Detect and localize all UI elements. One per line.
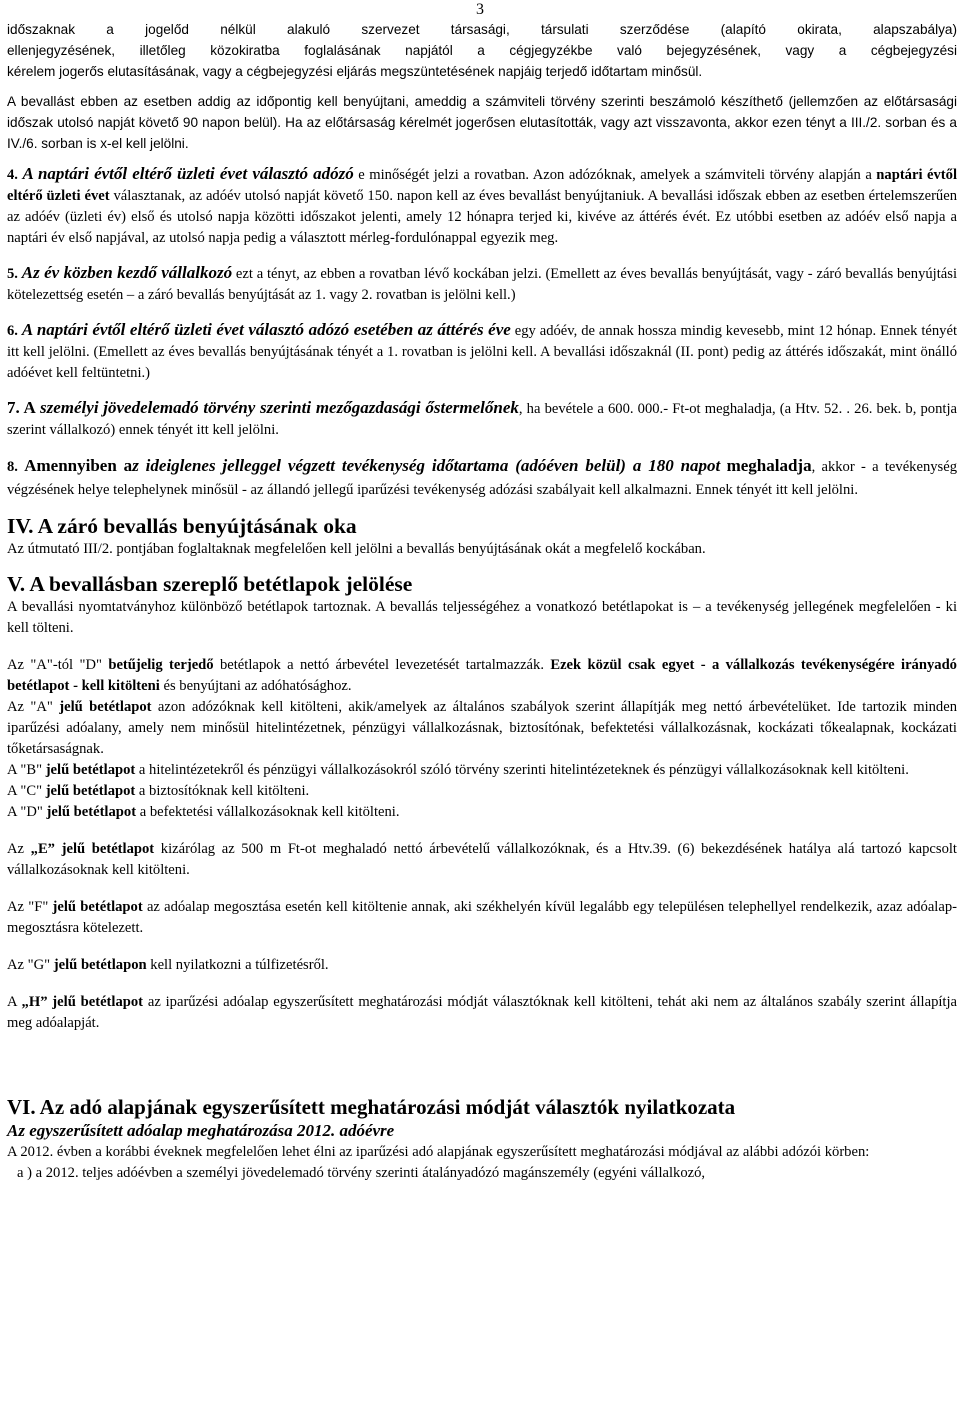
heading-vi-block [7,1094,957,1184]
sheet-e-text-1: Az [7,841,31,857]
sheets-a-d-bold-2: Ezek közül csak egyet - a vállalkozás tevékenységére irányadó betétlapot - kell kitölteni [7,657,957,694]
sheet-e-bold: „E” jelű betétlapot [30,841,155,857]
heading-vi-item-a: a ) a 2012. teljes adóévben a személyi jövedelemadó törvény szerinti átalányadózó magánszemély (egyéni vállalkozó, [17,1165,706,1181]
sheet-c-text-1: A "C" [7,783,46,799]
section-5-text: ezt a tényt, az ebben a rovatban lévő kockában jelzi. (Emellett az éves bevallás benyújtását, vagy - záró bevallás benyújtási kötelezettség esetén – a záró bevallás benyújtását az 1. vagy 2. rovatban is jelölni kell.) [7,266,957,303]
heading-vi-text: A 2012. évben a korábbi éveknek megfelelően lehet élni az iparűzési adó alapjának egyszerűsített meghatározási módjával az alábbi adózói körben: [7,1144,870,1160]
sheet-a-text-1: Az "A" [7,699,60,715]
sheets-a-d-bold-1: betűjelig terjedő [108,657,214,673]
sheet-f-paragraph [7,897,957,939]
section-8-title: z ideiglenes jelleggel végzett tevékenység időtartama (adóéven belül) a 180 napot [132,456,721,475]
section-4-text-a: e minőségét jelzi a rovatban. Azon adózóknak, amelyek a számviteli törvény alapján a [353,167,877,183]
sheet-d-bold: jelű betétlapot [46,804,137,820]
sheet-d-text-2: a befektetési vállalkozásoknak kell kitölteni. [136,804,400,820]
intro-paragraph [7,19,957,82]
section-4-emphasis: naptári évtől eltérő üzleti évet [7,167,958,204]
sheet-f-bold: jelű betétlapot [52,899,143,915]
section-6-number: 6. [7,323,18,339]
sheet-h-bold: „H” jelű betétlapot [21,994,144,1010]
section-4 [7,163,957,249]
sheet-d-paragraph [7,802,957,823]
sheet-c-bold: jelű betétlapot [45,783,136,799]
heading-iv: IV. A záró bevallás benyújtásának oka [7,514,357,538]
sheets-a-d-text-1: Az "A"-tól "D" [7,657,109,673]
section-8-lead: Amennyiben a [24,456,133,475]
sheet-a-bold: jelű betétlapot [59,699,152,715]
heading-iv-block [7,513,957,560]
sheet-b-paragraph [7,760,957,781]
sheet-c-text-2: a biztosítóknak kell kitölteni. [135,783,310,799]
section-6 [7,319,957,384]
section-8-emphasis: meghaladja [726,456,812,475]
sheet-a-text-2: azon adózóknak kell kitölteni, akik/amelyek az általános szabályok szerint állapítják meg nettó árbevételüket. Ide tartozik minden iparűzési adóalany, amely nem minősül hitelintézetnek, pénzügyi vállalkozásnak, biztosítónak, befektetési vállalkozásnak, kockázati tőkealapnak, kockázati tőketársaságnak. [7,699,957,757]
heading-v-text: A bevallási nyomtatványhoz különböző betétlapok tartoznak. A bevallás teljességéhez a vonatkozó betétlapokat is – a tevékenység jellegének megfelelően - ki kell tölteni. [7,599,957,636]
sheet-b-bold: jelű betétlapot [45,762,136,778]
sheet-c-paragraph [7,781,957,802]
section-4-text-b: választanak, az adóév utolsó napját követő 150. napon kell az éves bevallást benyújtaniuk. A bevallási időszak ebben az esetben értelemszerűen az adóév (üzleti év) első és utolsó napja közötti időszakot jelenti, amely 12 hónapra terjed ki, kivéve az áttérés évét. Ez utóbbi esetben az adóév első napja a naptári év első napjával, az utolsó napja pedig a választott mérleg-fordulónappal egyezik meg. [7,188,958,246]
section-8 [7,454,957,502]
section-4-title: A naptári évtől eltérő üzleti évet választó adózó [22,164,354,183]
sheets-a-d-paragraph [7,655,957,697]
heading-iv-text: Az útmutató III/2. pontjában foglaltaknak megfelelően kell jelölni a bevallás benyújtásának okát a megfelelő kockában. [7,541,706,557]
section-7-number: 7. A [7,398,36,417]
heading-vi: VI. Az adó alapjának egyszerűsített meghatározási módját választók nyilatkozata [7,1095,736,1119]
section-8-text: , akkor - a tevékenység végzésének helye telephelynek minősül - az állandó jellegű iparűzési tevékenység adózási szabályait kell alkalmazni. Ennek tényét itt kell jelölni. [7,459,957,498]
heading-v: V. A bevallásban szereplő betétlapok jelölése [7,572,413,596]
sheet-e-text-2: kizárólag az 500 m Ft-ot meghaladó nettó árbevételű vállalkozóknak, és a Htv.39. (6) bekezdésének hatálya alá tartozó kapcsolt vállalkozásoknak kell kitölteni. [7,841,957,878]
section-5-title: Az év közben kezdő vállalkozó [21,263,233,282]
sheet-g-text-2: kell nyilatkozni a túlfizetésről. [146,957,329,973]
intro-line-1: időszaknak a jogelőd nélkül alakuló szervezet társasági, társulati szerződése (alapító okirata, alapszabálya) [7,22,957,37]
section-6-text: egy adóév, de annak hossza mindig kevesebb, mint 12 hónap. Ennek tényét itt kell jelölni. (Emellett az éves bevallás benyújtásának tényét a 1. rovatban is jelölni kell. A bevallási időszaknál (II. pont) pedig az áttérés időszakát, mint önálló adóévet kell feltüntetni.) [7,323,957,381]
sheet-g-paragraph [7,955,957,976]
sheet-h-text-1: A [7,994,22,1010]
sheet-g-text-1: Az "G" [7,957,54,973]
sheet-e-paragraph [7,839,957,881]
section-7 [7,397,957,441]
sheet-f-text-1: Az "F" [7,899,53,915]
intro-line-3: kérelem jogerős elutasításának, vagy a cégbejegyzési eljárás megszüntetésének napjáig terjedő időtartam minősül. [7,64,703,79]
sheet-d-text-1: A "D" [7,804,47,820]
sheet-b-text-1: A "B" [7,762,46,778]
section-6-title: A naptári évtől eltérő üzleti évet választó adózó esetében az áttérés éve [21,320,511,339]
sheet-h-paragraph [7,992,957,1034]
sheet-a-paragraph [7,697,957,760]
heading-v-block [7,571,957,639]
filing-deadline-paragraph: A bevallást ebben az esetben addig az időpontig kell benyújtani, ameddig a számviteli törvény szerinti beszámoló készíthető (jellemzően az előtársasági időszak utolsó napját követő 90 napon belül). Ha az előtársaság kérelmét jogerősen elutasították, vagy azt visszavonta, akkor ezen tényt a III./2. sorban és a IV./6. sorban is x-el kell jelölni. [7,94,957,151]
section-7-text: , ha bevétele a 600. 000.- Ft-ot meghaladja, (a Htv. 52. . 26. bek. b, pontja szerint vállalkozó) ennek tényét itt kell jelölni. [7,401,957,438]
sheet-h-text-2: az iparűzési adóalap egyszerűsített meghatározási módját választóknak kell kitölteni, tehát aki nem az általános szabály szerint állapítja meg adóalapját. [7,994,958,1031]
page-number: 3 [476,1,484,18]
intro-line-2: ellenjegyzésének, illetőleg közokiratba foglalásának napjától a cégjegyzékbe való bejegyzésének, vagy a cégbejegyzési [7,43,957,58]
section-7-title: személyi jövedelemadó törvény szerinti mezőgazdasági őstermelőnek [40,398,519,417]
section-5-number: 5. [7,266,18,282]
sheet-f-text-2: az adóalap megosztása esetén kell kitöltenie annak, aki székhelyén kívül legalább egy településen telephellyel rendelkezik, azaz adóalap-megosztásra kötelezett. [7,899,958,936]
section-8-number: 8. [7,459,18,475]
section-4-number: 4. [7,167,18,183]
sheet-b-text-2: a hitelintézetekről és pénzügyi vállalkozásokról szóló törvény szerinti hitelintézeteknek és pénzügyi vállalkozásoknak kell kitölteni. [135,762,909,778]
sheets-a-d-text-3: és benyújtani az adóhatósághoz. [159,678,352,694]
sheet-g-bold: jelű betétlapon [53,957,147,973]
heading-vi-subtitle: Az egyszerűsített adóalap meghatározása 2012. adóévre [7,1121,395,1140]
section-5 [7,262,957,306]
sheets-a-d-text-2: betétlapok a nettó árbevétel levezetését tartalmazzák. [213,657,551,673]
